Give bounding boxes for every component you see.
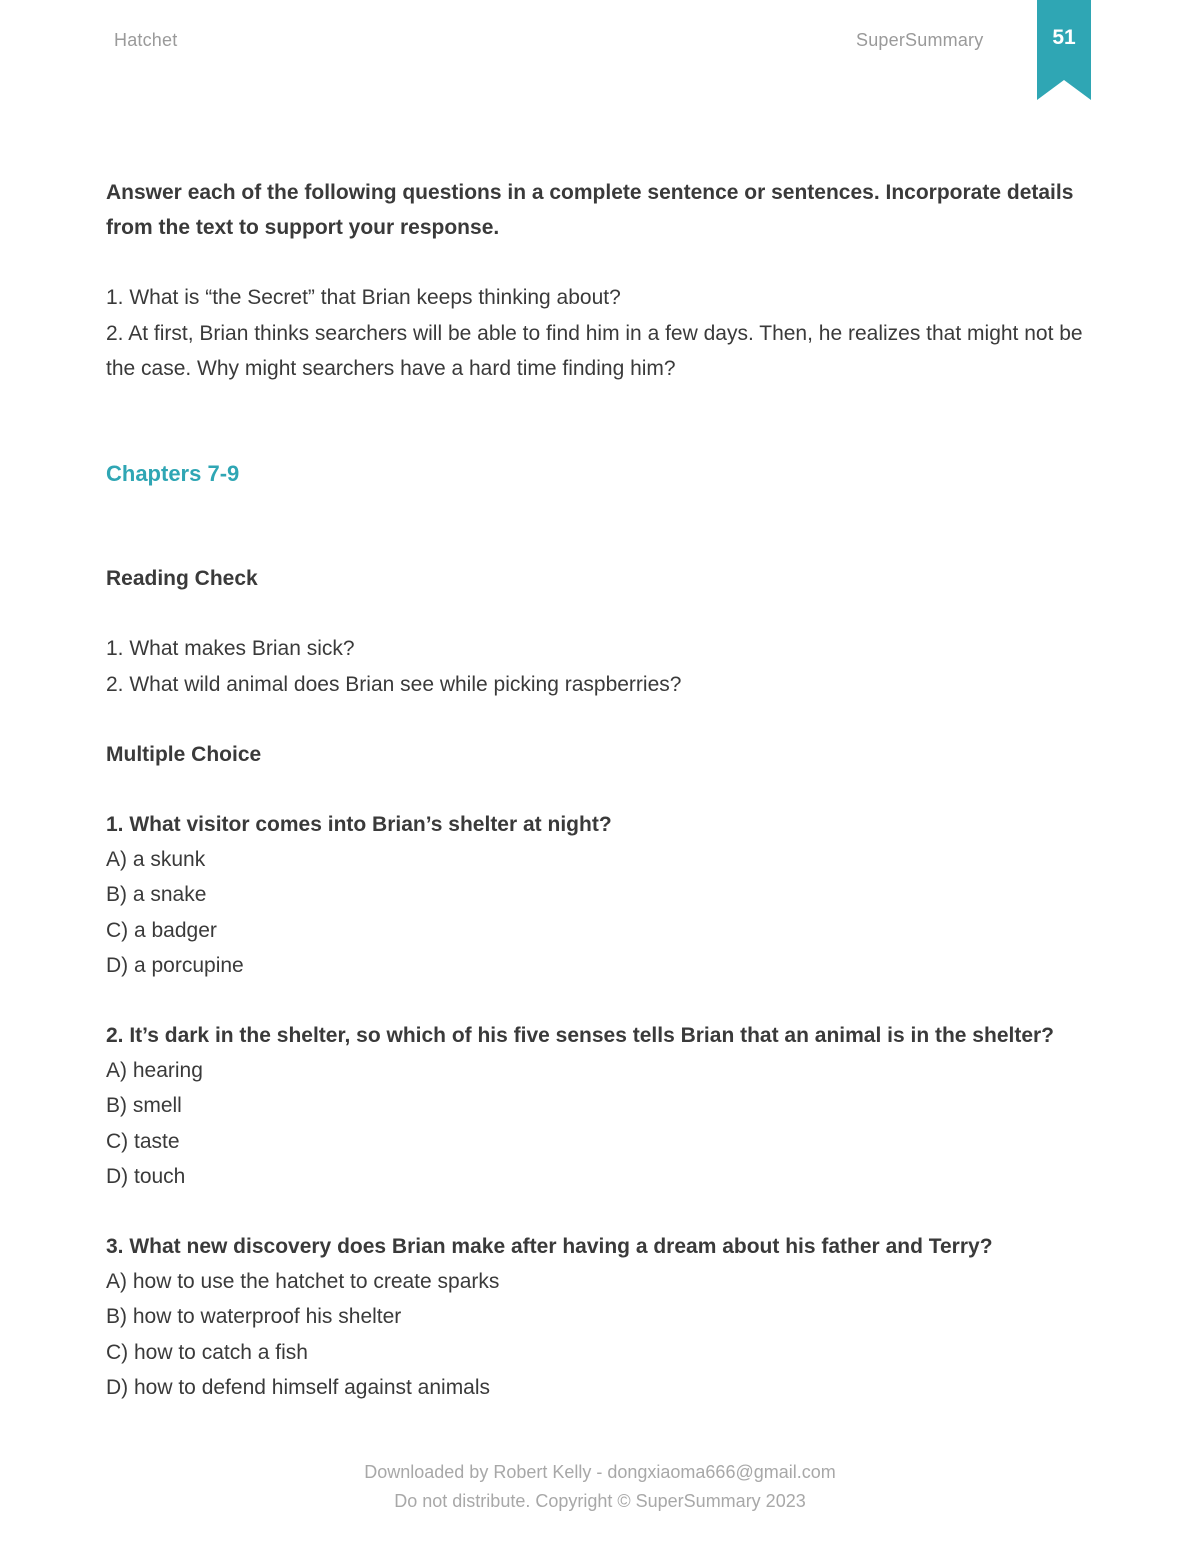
page-number: 51 [1052, 26, 1076, 49]
mc-option: B) a snake [106, 883, 207, 907]
brand-name: SuperSummary [856, 30, 984, 50]
chapter-heading: Chapters 7-9 [106, 461, 240, 487]
mc-question-1: 1. What visitor comes into Brian’s shelter at night? [106, 813, 612, 837]
mc-option: A) how to use the hatchet to create sparks [106, 1270, 500, 1294]
reading-check-question-1: 1. What makes Brian sick? [106, 637, 355, 661]
mc-question-2: 2. It’s dark in the shelter, so which of his five senses tells Brian that an animal is in the shelter? [106, 1024, 1055, 1048]
page-number-bookmark [1037, 0, 1091, 100]
copyright-notice: Do not distribute. Copyright © SuperSummary 2023 [394, 1491, 806, 1511]
mc-option: B) smell [106, 1094, 182, 1118]
intro-question-1: 1. What is “the Secret” that Brian keeps thinking about? [106, 286, 621, 310]
reading-check-title: Reading Check [106, 567, 258, 591]
mc-option: D) touch [106, 1164, 186, 1188]
multiple-choice-title: Multiple Choice [106, 742, 262, 766]
instructions: Answer each of the following questions in a complete sentence or sentences. Incorporate details from the text to support your response. [106, 181, 1074, 240]
reading-check-question-2: 2. What wild animal does Brian see while picking raspberries? [106, 672, 682, 696]
mc-option: A) hearing [106, 1059, 203, 1083]
page-content [106, 175, 1086, 1405]
mc-option: C) a badger [106, 918, 217, 942]
mc-option: C) taste [106, 1129, 180, 1153]
book-title: Hatchet [114, 30, 178, 50]
mc-option: A) a skunk [106, 848, 206, 872]
mc-option: B) how to waterproof his shelter [106, 1305, 402, 1329]
mc-question-3: 3. What new discovery does Brian make after having a dream about his father and Terry? [106, 1235, 993, 1259]
mc-option: D) how to defend himself against animals [106, 1375, 491, 1399]
bookmark-ribbon-icon [1037, 0, 1091, 100]
mc-option: C) how to catch a fish [106, 1340, 308, 1364]
mc-option: D) a porcupine [106, 953, 244, 977]
download-notice: Downloaded by Robert Kelly - dongxiaoma666@gmail.com [364, 1462, 836, 1482]
intro-question-2: 2. At first, Brian thinks searchers will be able to find him in a few days. Then, he realizes that might not be the case. Why might searchers have a hard time finding him? [106, 321, 1083, 380]
